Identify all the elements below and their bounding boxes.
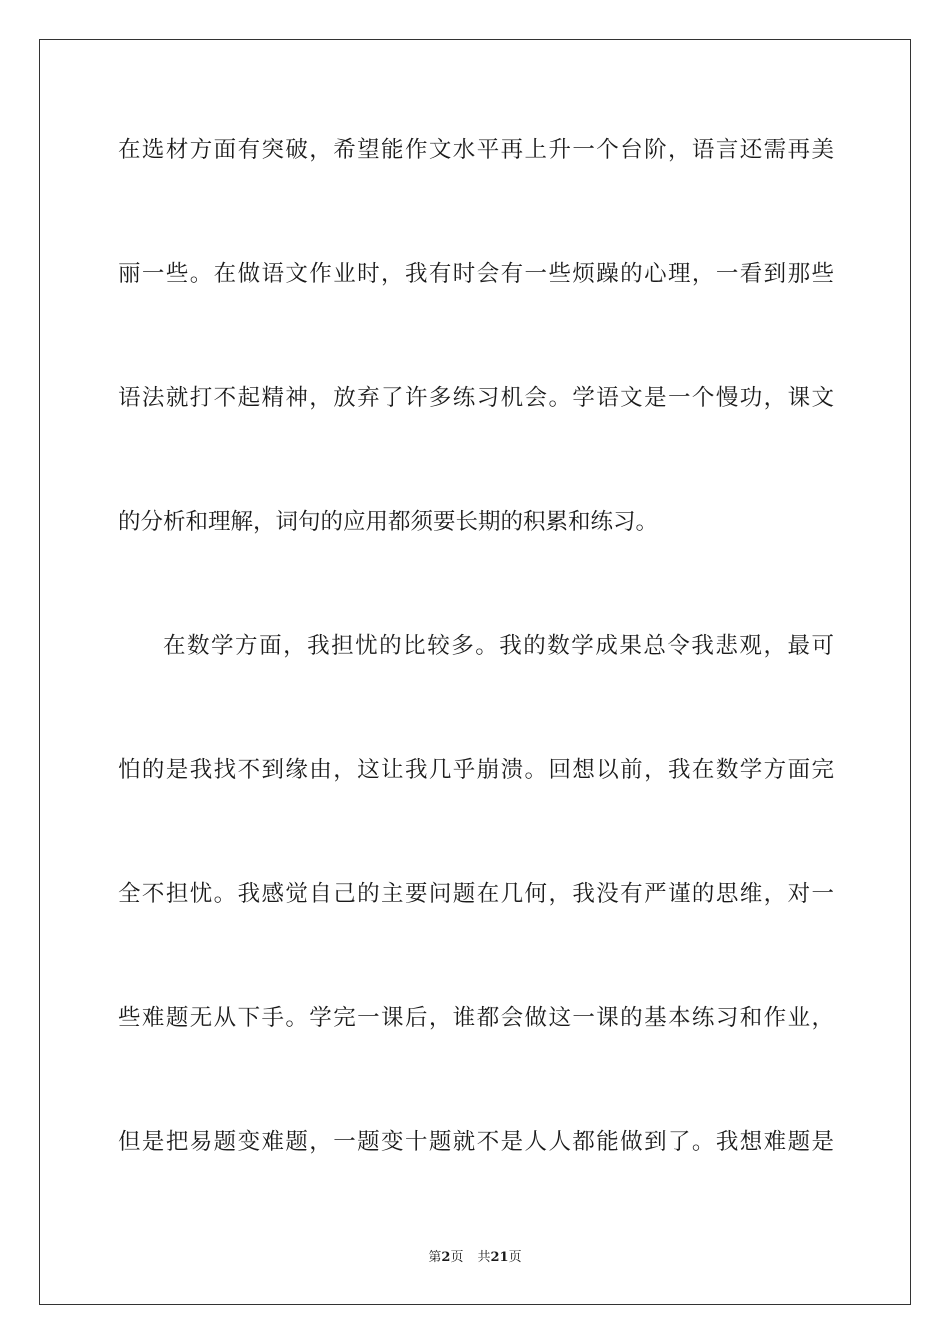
body-text-line: 些难题无从下手。学完一课后，谁都会做这一课的基本练习和作业， — [118, 1005, 834, 1031]
body-text-line: 丽一些。在做语文作业时，我有时会有一些烦躁的心理，一看到那些 — [118, 261, 834, 287]
body-text-line: 怕的是我找不到缘由，这让我几乎崩溃。回想以前，我在数学方面完 — [118, 757, 834, 783]
body-text-line: 在数学方面，我担忧的比较多。我的数学成果总令我悲观，最可 — [163, 633, 834, 659]
total-suffix: 页 — [508, 1250, 522, 1265]
body-text-line: 全不担忧。我感觉自己的主要问题在几何，我没有严谨的思维，对一 — [118, 881, 834, 907]
page-number: 2 — [441, 1250, 451, 1265]
body-text-line: 但是把易题变难题，一题变十题就不是人人都能做到了。我想难题是 — [118, 1129, 834, 1155]
page-suffix: 页 — [450, 1250, 464, 1265]
body-text-line: 语法就打不起精神，放弃了许多练习机会。学语文是一个慢功，课文 — [118, 385, 834, 411]
body-text-line: 的分析和理解，词句的应用都须要长期的积累和练习。 — [118, 509, 659, 535]
page-prefix: 第 — [428, 1250, 442, 1265]
total-pages: 21 — [490, 1250, 509, 1265]
page-border — [39, 39, 911, 1305]
total-prefix: 共 — [477, 1250, 491, 1265]
body-text-line: 在选材方面有突破，希望能作文水平再上升一个台阶，语言还需再美 — [118, 137, 834, 163]
page-footer — [0, 1246, 950, 1265]
